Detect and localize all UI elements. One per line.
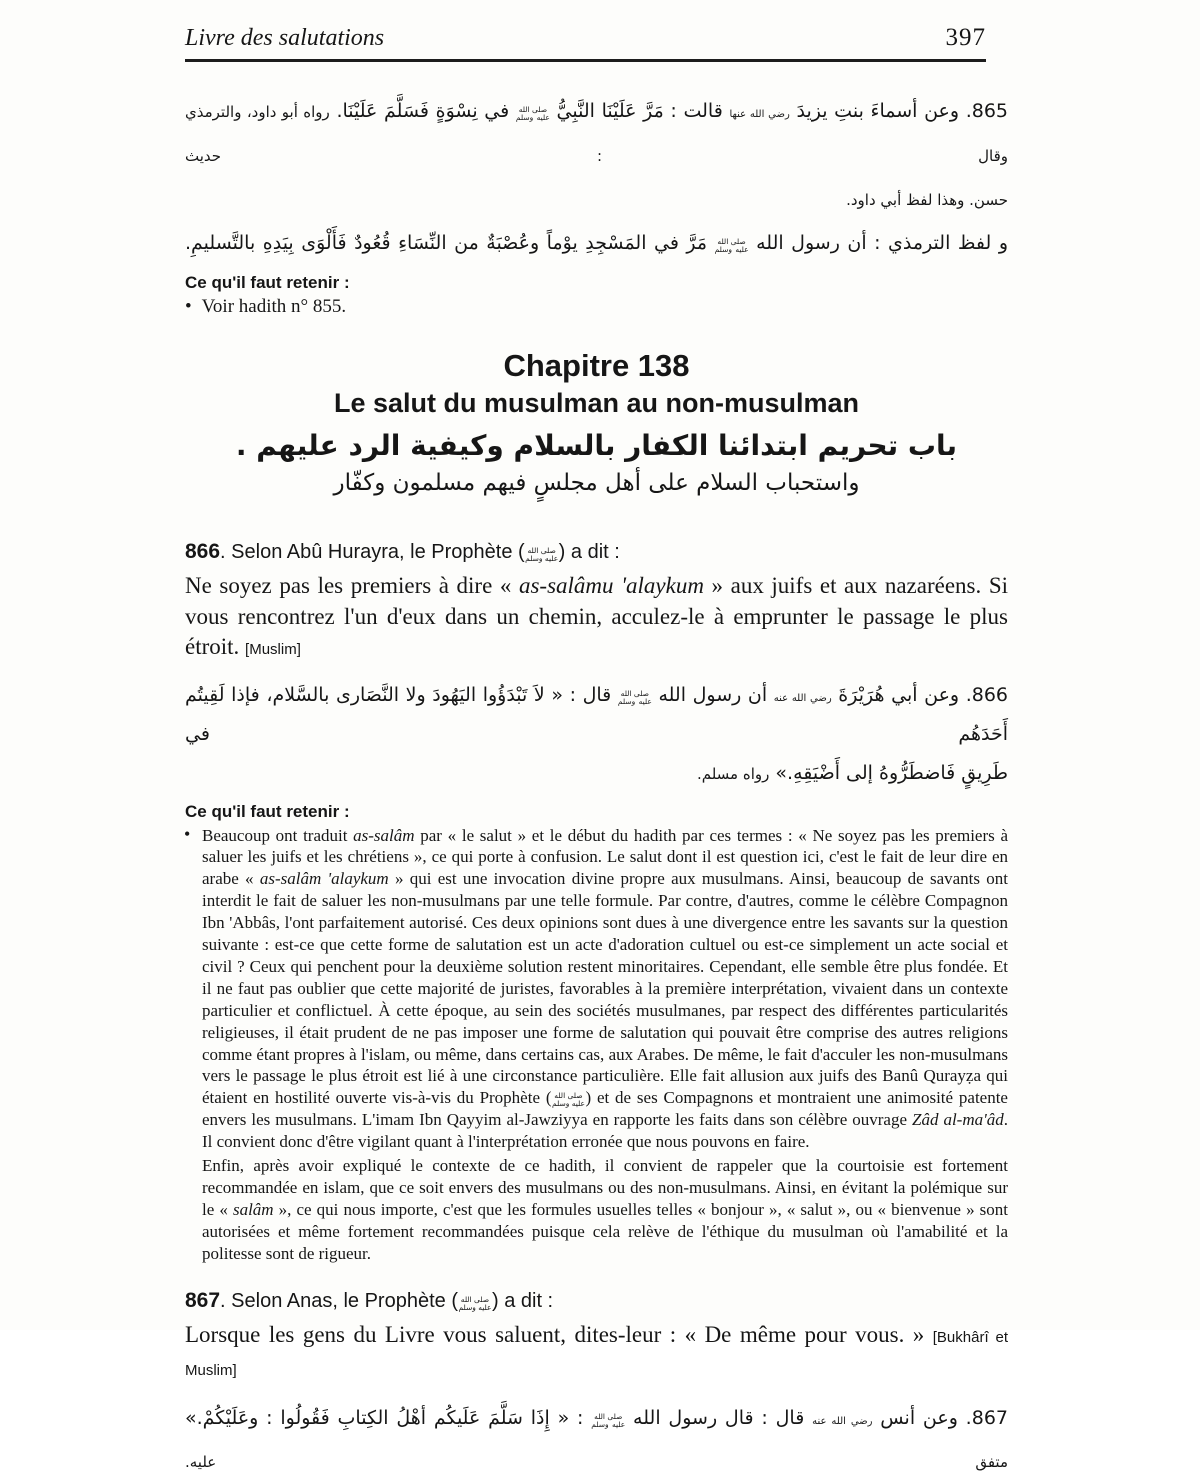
- retenir-865-label: Ce qu'il faut retenir :: [185, 273, 350, 292]
- hadith-866-arabic-line-2: طَرِيقٍ فَاضطَرُّوهُ إلى أَضْيَقِهِ.» رواه مسلم.: [696, 761, 1008, 784]
- commentary: [185, 825, 1008, 1265]
- transliteration-italic: as-salâmu 'alaykum: [518, 573, 704, 598]
- chapter-title-ar: باب تحريم ابتدائنا الكفار بالسلام وكيفية الرد عليهم .: [235, 429, 958, 462]
- hadith-source-muslim: [Muslim]: [245, 641, 301, 658]
- hadith-867-text: Lorsque les gens du Livre vous saluent, dites-leur : « De même pour vous. » [Bukhârî et Muslim]: [185, 1321, 1008, 1380]
- retenir-866-label: Ce qu'il faut retenir :: [185, 801, 350, 821]
- hadith-865-arabic-line-3: و لفظ الترمذي : أن رسول الله صلى الله عليه وسلم مَرَّ في المَسْجِدِ يوْماً وعُصْبَةٌ من النِّسَاءِ قُعُودٌ فَأَلْوَى بِيَدِهِ بالتَّسليمِ.: [185, 232, 1008, 254]
- hadith-866-number: 866: [185, 540, 221, 563]
- saw-symbol: صلى الله عليه وسلم: [591, 1411, 626, 1429]
- hadith-865-arabic-line-1: 865. وعن أسماءَ بنتِ يزيدَ رضي الله عنها قالت : مَرَّ عَلَيْنَا النَّبِيُّ صلى الله عليه وسلم في نِسْوَةٍ فَسَلَّمَ عَلَيْنَا. رواه أبو داود، والترمذي وقال : حديث: [185, 100, 1009, 165]
- hadith-867: [185, 1289, 1008, 1484]
- saw-symbol: صلى الله عليه وسلم: [617, 688, 652, 706]
- chapter-number: Chapitre 138: [503, 348, 690, 383]
- hadith-866-arabic-line-1: 866. وعن أبي هُرَيْرَةَ رضي الله عنه أن رسول الله صلى الله عليه وسلم قال : « لاَ تَبْدَؤُوا اليَهُودَ ولا النَّصَارى بالسَّلام، فإذا لَقِيتُم أَحَدَهُم في: [185, 683, 1008, 745]
- commentary-paragraph-2: Enfin, après avoir expliqué le contexte de ce hadith, il convient de rappeler que la courtoisie est fortement recommandée en islam, que ce soit envers des musulmans ou des non-musulmans. Ainsi, en évitant la polémique sur le « salâm », ce qui nous importe, c'est que les formules usuelles telles « bonjour », « salut », ou « bienvenue » sont autorisées et même fortement recommandées puisque cela relève de l'éthique du musulman où l'amabilité et la politesse sont de rigueur.: [202, 1156, 1008, 1263]
- saw-symbol: صلى الله عليه وسلم: [525, 546, 559, 563]
- hadith-867-arabic: [185, 1397, 1008, 1484]
- saw-symbol: صلى الله عليه وسلم: [515, 105, 550, 122]
- saw-symbol: صلى الله عليه وسلم: [551, 1091, 585, 1109]
- commentary-paragraph-1: Beaucoup ont traduit as-salâm par « le salut » et le début du hadith par ces termes : « Ne soyez pas les premiers à saluer les juifs et les chrétiens », ce qui porte à confusion. Le salut dont il est question ici, c'est le fait de leur dire en arabe « as-salâm 'alaykum » qui est une invocation divine propre aux musulmans. Ainsi, beaucoup de savants ont interdit le fait de saluer les non-musulmans par une telle formule. Par contre, d'autres, comme le célèbre Compagnon Ibn 'Abbâs, l'ont parfaitement autorisé. Ces deux opinions sont dues à une divergence entre les savants sur la question suivante : est-ce que cette forme de salutation est un acte d'adoration cultuel ou est-ce simplement un acte social et civil ? Ceux qui penchent pour la deuxième solution restent minoritaires. Cependant, elle semble être plus fondée. Et il ne faut pas oublier que cette majorité de juristes, favorables à la première interprétation, vivaient dans un contexte particulier et conflictuel. À cette époque, au sein des sociétés musulmanes, par respect des différentes particularités religieuses, il était prudent de ne pas imposer une forme de salutation qui pouvait être comprise des autres religions comme étant propres à l'islam, ou même, dans certains cas, aux Arabes. De même, le fait d'acculer les non-musulmans vers le passage le plus étroit est lié à une circonstance particulière. Elle fait allusion aux juifs des Banû Qurayẓa qui étaient en hostilité ouverte vis-à-vis du Prophète ( صلى الله عليه وسلم) et de ses Compagnons et montraient une animosité patente envers les musulmans. L'imam Ibn Qayyim al-Jawziyya en rapporte les faits dans son célèbre ouvrage Zâd al-ma'âd. Il convient donc d'être vigilant quant à l'interprétation erronée que nous pouvons en faire.: [202, 825, 1008, 1152]
- hadith-866-text: Ne soyez pas les premiers à dire « as-salâmu 'alaykum » aux juifs et aux nazaréens. Si vous rencontrez l'un d'eux dans un chemin, acculez-le à emprunter le passage le plus étroit. [Muslim]: [185, 573, 1008, 659]
- page-number: 397: [945, 24, 986, 51]
- bullet-icon: •: [184, 823, 191, 844]
- saw-symbol: صلى الله عليه وسلم: [458, 1294, 492, 1312]
- saw-symbol: صلى الله عليه وسلم: [714, 237, 749, 254]
- chapter-heading: [185, 348, 1008, 496]
- hadith-865-arabic-line-2: حسن. وهذا لفظ أبي داود.: [846, 191, 1008, 209]
- book-title: Livre des salutations: [185, 25, 385, 51]
- bullet-icon: •: [185, 296, 192, 317]
- retenir-865-item: • Voir hadith n° 855.: [185, 296, 347, 317]
- page-header: [185, 24, 986, 62]
- narration-source: رواه أبو داود، والترمذي وقال : حديث: [185, 103, 1008, 165]
- hadith-867-number: 867: [185, 1288, 221, 1312]
- hadith-867-intro: 867. Selon Anas, le Prophète ( صلى الله عليه وسلم) a dit :: [185, 1288, 554, 1312]
- hadith-865-arabic: [185, 90, 1008, 265]
- hadith-866-arabic: [185, 676, 1008, 794]
- narration-source: رواه مسلم.: [696, 764, 770, 783]
- hadith-867-arabic-line: 867. وعن أنس رضي الله عنه قال : قال رسول الله صلى الله عليه وسلم : « إِذَا سَلَّمَ عَلَيكُم أهْلُ الكِتابِ فَقُولُوا : وعَلَيْكُمْ.» متفق عليه.: [185, 1406, 1008, 1471]
- radiallahu-anhu-symbol: رضي الله عنه: [773, 692, 832, 704]
- chapter-subtitle-ar: واستحباب السلام على أهل مجلسٍ فيهم مسلمون وكفّار: [333, 470, 860, 496]
- hadith-source-bukhari-muslim: [Bukhârî et Muslim]: [185, 1328, 1008, 1380]
- hadith-866-intro: 866. Selon Abû Hurayra, le Prophète ( صلى الله عليه وسلم) a dit :: [185, 540, 620, 563]
- narration-source: متفق عليه.: [185, 1452, 1008, 1471]
- hadith-866: [185, 540, 1008, 1265]
- radiallahu-anha-symbol: رضي الله عنها: [729, 109, 790, 120]
- radiallahu-anhu-symbol: رضي الله عنه: [812, 1415, 873, 1427]
- chapter-title-fr: Le salut du musulman au non-musulman: [333, 388, 860, 418]
